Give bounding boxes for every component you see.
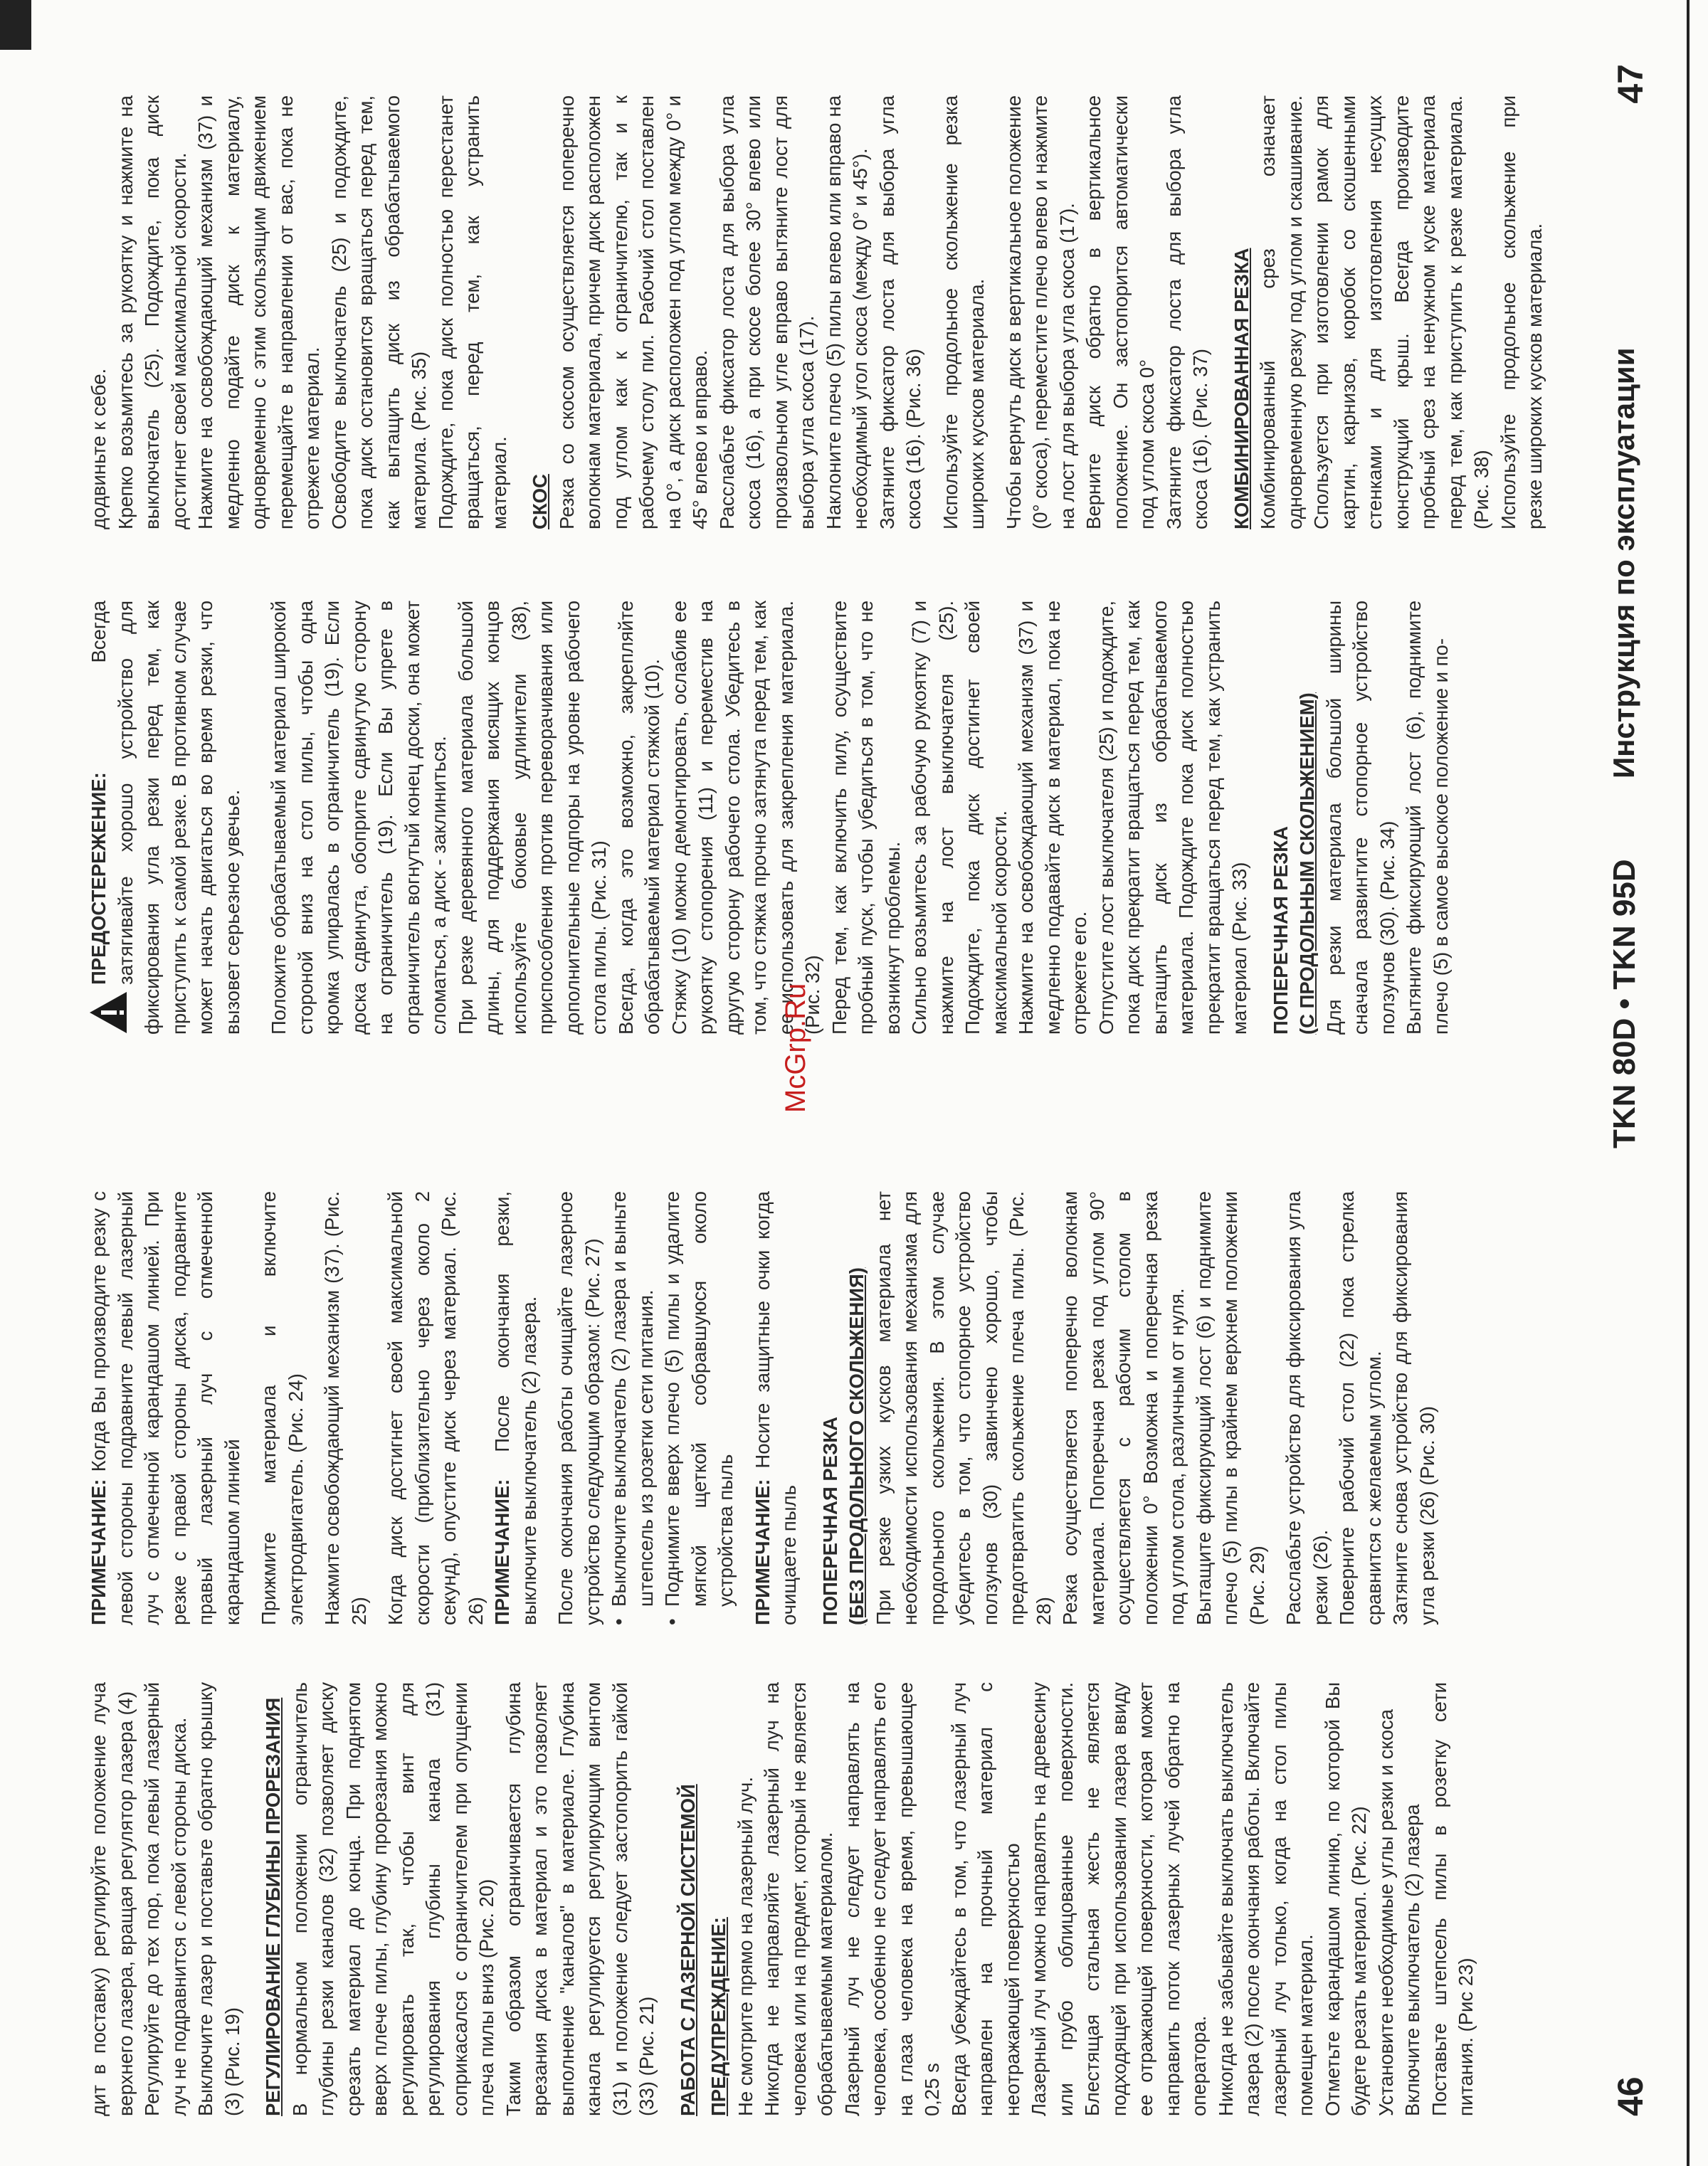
paragraph: Никогда не направляйте лазерный луч на человека или на предмет, который не является обрабатываемым материалом. — [761, 1682, 836, 2116]
paragraph: Освободите выключатель (25) и подождите, пока диск остановится вращаться перед тем, как вытащить диск из обрабатываемого материла. (Рис. 35) — [327, 95, 430, 529]
paragraph: Используйте продольное скольжение при резке широких кусков материала. — [1497, 95, 1546, 529]
bullet-item: •Поднимите вверх плечо (5) пилы и удалите мягкой щеткой собравшуюся около устройства пыль — [661, 1191, 737, 1625]
paragraph: Отметьте карандашом линию, по которой Вы будете резать материал. (Рис. 22) — [1321, 1682, 1370, 2116]
paragraph: Нажмите на освобождающий механизм (37) и медленно подайте диск к материалу, одновременно с этим скользящим движением перемещайте в направлении от вас, пока не отрежете материал. — [194, 95, 323, 529]
paragraph: Регулируйте до тех пор, пока левый лазерный луч не подравнится с левой стороны диска. — [141, 1682, 190, 2116]
warning-label: ПРЕДУПРЕЖДЕНИЕ: — [707, 1917, 729, 2116]
paragraph: Резка со скосом осуществляется поперечно волокнам материала, причем диск расположен под углом как к ограничителю, так и к рабочему столу пил. Рабочий стол поставлен на 0°, а диск расположен под углом между 0° и 45° влево и вправо. — [555, 95, 711, 529]
warning-block — [85, 601, 246, 1035]
bullet-item: •Выключите выключатель (2) лазера и выньте штепсель из розетки сети питания. — [608, 1191, 657, 1625]
paragraph: Расслабьте фиксатор лоста для выбора угла скоса (16), а при скосе более 30° влево или произвольном угле вправо вытяните лост для выбора угла скоса (17). — [715, 95, 818, 529]
section-heading-depth: РЕГУЛИРОВАНИЕ ГЛУБИНЫ ПРОРЕЗАНИЯ — [262, 1697, 284, 2116]
paragraph: Лазерный луч не следует направлять на человека, особенно не следует направлять его на глаза человека на время, превышающее 0,25 s — [840, 1682, 943, 2116]
section-heading-laser: РАБОТА С ЛАЗЕРНОЙ СИСТЕМОЙ — [676, 1784, 699, 2116]
note-text: Когда Вы производите резку с левой стороны подравните левый лазерный луч с отмеченной карандашом линией. При резке с правой стороны диска, подравните правый лазерный луч с отмеченной карандашом линией — [88, 1191, 243, 1625]
paragraph: Нажмите на освобождающий механизм (37) и медленно подавайте диск в материал, пока не отрежете его. — [1015, 601, 1090, 1035]
paragraph: Стяжку (10) можно демонтировать, ослабив ее рукоятку стопорения (11) и переместив на другую сторону рабочего стола. Убедитесь в том, что стяжка прочно затянута перед тем, как ее использовать для закрепления материала. (Рис. 32) — [668, 601, 823, 1035]
note-label: ПРИМЕЧАНИЕ: — [491, 1479, 513, 1625]
scan-corner-mark — [0, 0, 31, 50]
paragraph: Вытащите фиксирующий лост (6) и поднимите плечо (5) пилы в крайнем верхнем положении (Рис. 29) — [1192, 1191, 1268, 1625]
paragraph: Наклоните плечо (5) пилы влево или вправо на необходимый угол скоса (между 0° и 45°). — [822, 95, 871, 529]
paragraph: Лазерный луч можно направлять на древесину или грубо облицованные поверхности. Блестящая стальная жесть не является подходящей при использовании лазера ввиду ее отражающей поверхности, которая может направить поток лазерных лучей обратно на оператора. — [1028, 1682, 1210, 2116]
note-text: Носите защитные очки когда очищаете пыль — [751, 1191, 800, 1625]
paragraph: Затяните фиксатор лоста для выбора угла скоса (16). (Рис. 37) — [1162, 95, 1211, 529]
note-paragraph — [489, 1191, 542, 1625]
paragraph: При резке деревянного материала большой длины, для поддержания висящих концов используйте боковые удлинители (38), приспособления против переворачивания или дополнительные подпоры на уровне рабочего стола пилы. (Рис. 31) — [454, 601, 610, 1035]
paragraph: После окончания работы очищайте лазерное устройство следующим образом: (Рис. 27) — [554, 1191, 603, 1625]
paragraph: Для резки материала большой ширины сначала развинтите стопорное устройство ползунов (30). (Рис. 34) — [1322, 601, 1398, 1035]
paragraph: Таким образом ограничивается глубина врезания диска в материал и это позволяет выполнение "каналов" в материале. Глубина канала регулируется регулирующим винтом (31) и положение следует застопорить гайкой (33) (Рис. 21) — [502, 1682, 658, 2116]
paragraph: При резке узких кусков материала нет необходимости использования механизма для продольного скольжения. В этом случае убедитесь в том, что стопорное устройство ползунов (30) завинчено хорошо, чтобы предотвратить скольжение плеча пилы. (Рис. 28) — [872, 1191, 1055, 1625]
manual-title: Инструкция по эксплуатации — [1607, 347, 1640, 778]
paragraph: Вытяните фиксирующий лост (6), поднимите плечо (5) в самое высокое положение и по- — [1403, 601, 1452, 1035]
page-number-right: 47 — [1611, 64, 1650, 104]
column-2 — [85, 1191, 1672, 1625]
section-subheading: (С ПРОДОЛЬНЫМ СКОЛЬЖЕНИЕМ) — [1296, 692, 1318, 1035]
paragraph: Прижмите материала и включите электродвигатель. (Рис. 24) — [258, 1191, 307, 1625]
page-number-left: 46 — [1611, 2076, 1650, 2116]
section-heading-crosscut: ПОПЕРЕЧНАЯ РЕЗКА — [818, 1417, 841, 1625]
paragraph: Комбинированный срез означает одновременную резку под углом и скашивание. Спользуется при изготовлении рамок для картин, карнизов, коробок со скошенными стенками и для изготовления несущих конструкций крыш. Всегда производите пробный срез на ненужном куске материала перед тем, как приступить к резке материала. (Рис. 38) — [1257, 95, 1492, 529]
paragraph: Затяните снова устройство для фиксирования угла резки (26) (Рис. 30) — [1389, 1191, 1438, 1625]
paragraph: В нормальном положении ограничитель глубины резки каналов (32) позволяет диску срезать материал до конца. При поднятом вверх плече пилы, глубину прорезания можно регулировать так, чтобы винт для регулирования глубины канала (31) соприкасался с ограничителем при опущении плеча пилы вниз (Рис. 20) — [288, 1682, 497, 2116]
paragraph: Поставьте штепсель пилы в розетку сети питания. (Рис 23) — [1428, 1682, 1477, 2116]
paragraph: Выключите лазер и поставьте обратно крышку (3) (Рис. 19) — [194, 1682, 243, 2116]
section-heading-crosscut-slide: ПОПЕРЕЧНАЯ РЕЗКА — [1269, 826, 1292, 1035]
paragraph: дит в поставку) регулируйте положение луча верхнего лазера, вращая регулятор лазера (4) — [88, 1682, 137, 2116]
paragraph: Затяните фиксатор лоста для выбора угла скоса (16). (Рис. 36) — [875, 95, 924, 529]
paragraph: Никогда не забывайте выключать выключатель лазера (2) после окончания работы. Включайте лазерный луч только, когда на стол пилы помещен материал. — [1214, 1682, 1317, 2116]
paragraph: Положите обрабатываемый материал широкой стороной вниз на стол пилы, чтобы одна кромка упиралась в ограничитель (19). Если доска сдвинута, обоприте сдвинутую сторону на ограничитель (19). Если Вы упрете в ограничитель вогнутый конец доски, она может сломаться, а диск - заклиниться. — [268, 601, 450, 1035]
paragraph: Нажмите освобождающий механизм (37). (Рис. 25) — [321, 1191, 370, 1625]
section-heading-bevel: СКОС — [529, 474, 551, 529]
note-label: ПРИМЕЧАНИЕ: — [751, 1479, 774, 1625]
note-label: ПРИМЕЧАНИЕ: — [88, 1479, 110, 1625]
paragraph: Отпустите лост выключателя (25) и подождите, пока диск прекратит вращаться перед тем, как вытащить диск из обрабатываемого материала. Подождите пока диск полностью прекратит вращаться перед тем, как устранить материал (Рис. 33) — [1095, 601, 1250, 1035]
paragraph: Используйте продольное скольжение резка широких кусков материала. — [939, 95, 988, 529]
note-text: После окончания резки, выключите выключатель (2) лазера. — [491, 1191, 540, 1625]
paragraph: Поверните рабочий стол (22) пока стрелка сравнится с желаемым углом. — [1336, 1191, 1385, 1625]
paragraph: Включите выключатель (2) лазера — [1401, 1804, 1423, 2116]
paragraph: Установите необходимые углы резки и скоса — [1374, 1708, 1397, 2116]
bottom-rule — [1687, 0, 1689, 2166]
column-4 — [85, 95, 1672, 529]
paragraph: Не смотрите прямо на лазерный луч. — [734, 1777, 757, 2116]
paragraph: Чтобы вернуть диск в вертикальное положение (0° скоса), переместите плечо влево и нажмите на лост для выбора угла скоса (17). — [1002, 95, 1078, 529]
paragraph: Когда диск достигнет своей максимальной скорости (приблизительно через около 2 секунд), опустите диск через материал. (Рис. 26) — [384, 1191, 487, 1625]
paragraph: Перед тем, как включить пилу, осуществите пробный пуск, чтобы убедиться в том, что не возникнут проблемы. — [828, 601, 904, 1035]
column-3 — [85, 601, 1672, 1035]
section-subheading: (БЕЗ ПРОДОЛЬНОГО СКОЛЬЖЕНИЯ) — [845, 1267, 868, 1625]
paragraph: Всегда убеждайтесь в том, что лазерный луч направлен на прочный материал с неотражающей поверхностью — [947, 1682, 1023, 2116]
note-paragraph — [749, 1191, 803, 1625]
model-name: TKN 80D • TKN 95D — [1607, 859, 1642, 1148]
paragraph: Резка осуществляется поперечно волокнам материала. Поперечная резка под углом 90° осуществляется с рабочим столом в положении 0° Возможна и поперечная резка под углом стола, различным от нуля. — [1059, 1191, 1188, 1625]
watermark: McGrp.Ru — [780, 983, 811, 1113]
paragraph: Подождите, пока диск полностью перестанет вращаться, перед тем, как устранить материал. — [434, 95, 510, 529]
warning-label: ПРЕДОСТЕРЕЖЕНИЕ: — [88, 772, 110, 985]
note-paragraph — [85, 1191, 246, 1625]
paragraph: Верните диск обратно в вертикальное положение. Он застопорится автоматически под углом скоса 0° — [1082, 95, 1158, 529]
column-1 — [85, 1682, 1672, 2116]
paragraph: Сильно возьмитесь за рабочую рукоятку (7) и нажмите на лост выключателя (25). Подождите, пока диск достигнет своей максимальной скорости. — [908, 601, 1011, 1035]
section-heading-compound: КОМБИНИРОВАННАЯ РЕЗКА — [1230, 248, 1253, 529]
paragraph: Всегда, когда это возможно, закрепляйте обрабатываемый материал стяжкой (10). — [614, 601, 663, 1035]
paragraph: Крепко возьмитесь за рукоятку и нажмите на выключатель (25). Подождите, пока диск достигнет своей максимальной скорости. — [114, 95, 190, 529]
paragraph: додвиньте к себе. — [88, 368, 110, 529]
warning-text: Всегда затягивайте хорошо устройство для фиксирования угла резки перед тем, как приступить к самой резке. В противном случае может начать двигаться во время резки, что вызовет серьезное увечье. — [88, 601, 243, 1035]
paragraph: Расслабьте устройство для фиксирования угла резки (26). — [1282, 1191, 1332, 1625]
warning-triangle-icon — [88, 990, 128, 1035]
